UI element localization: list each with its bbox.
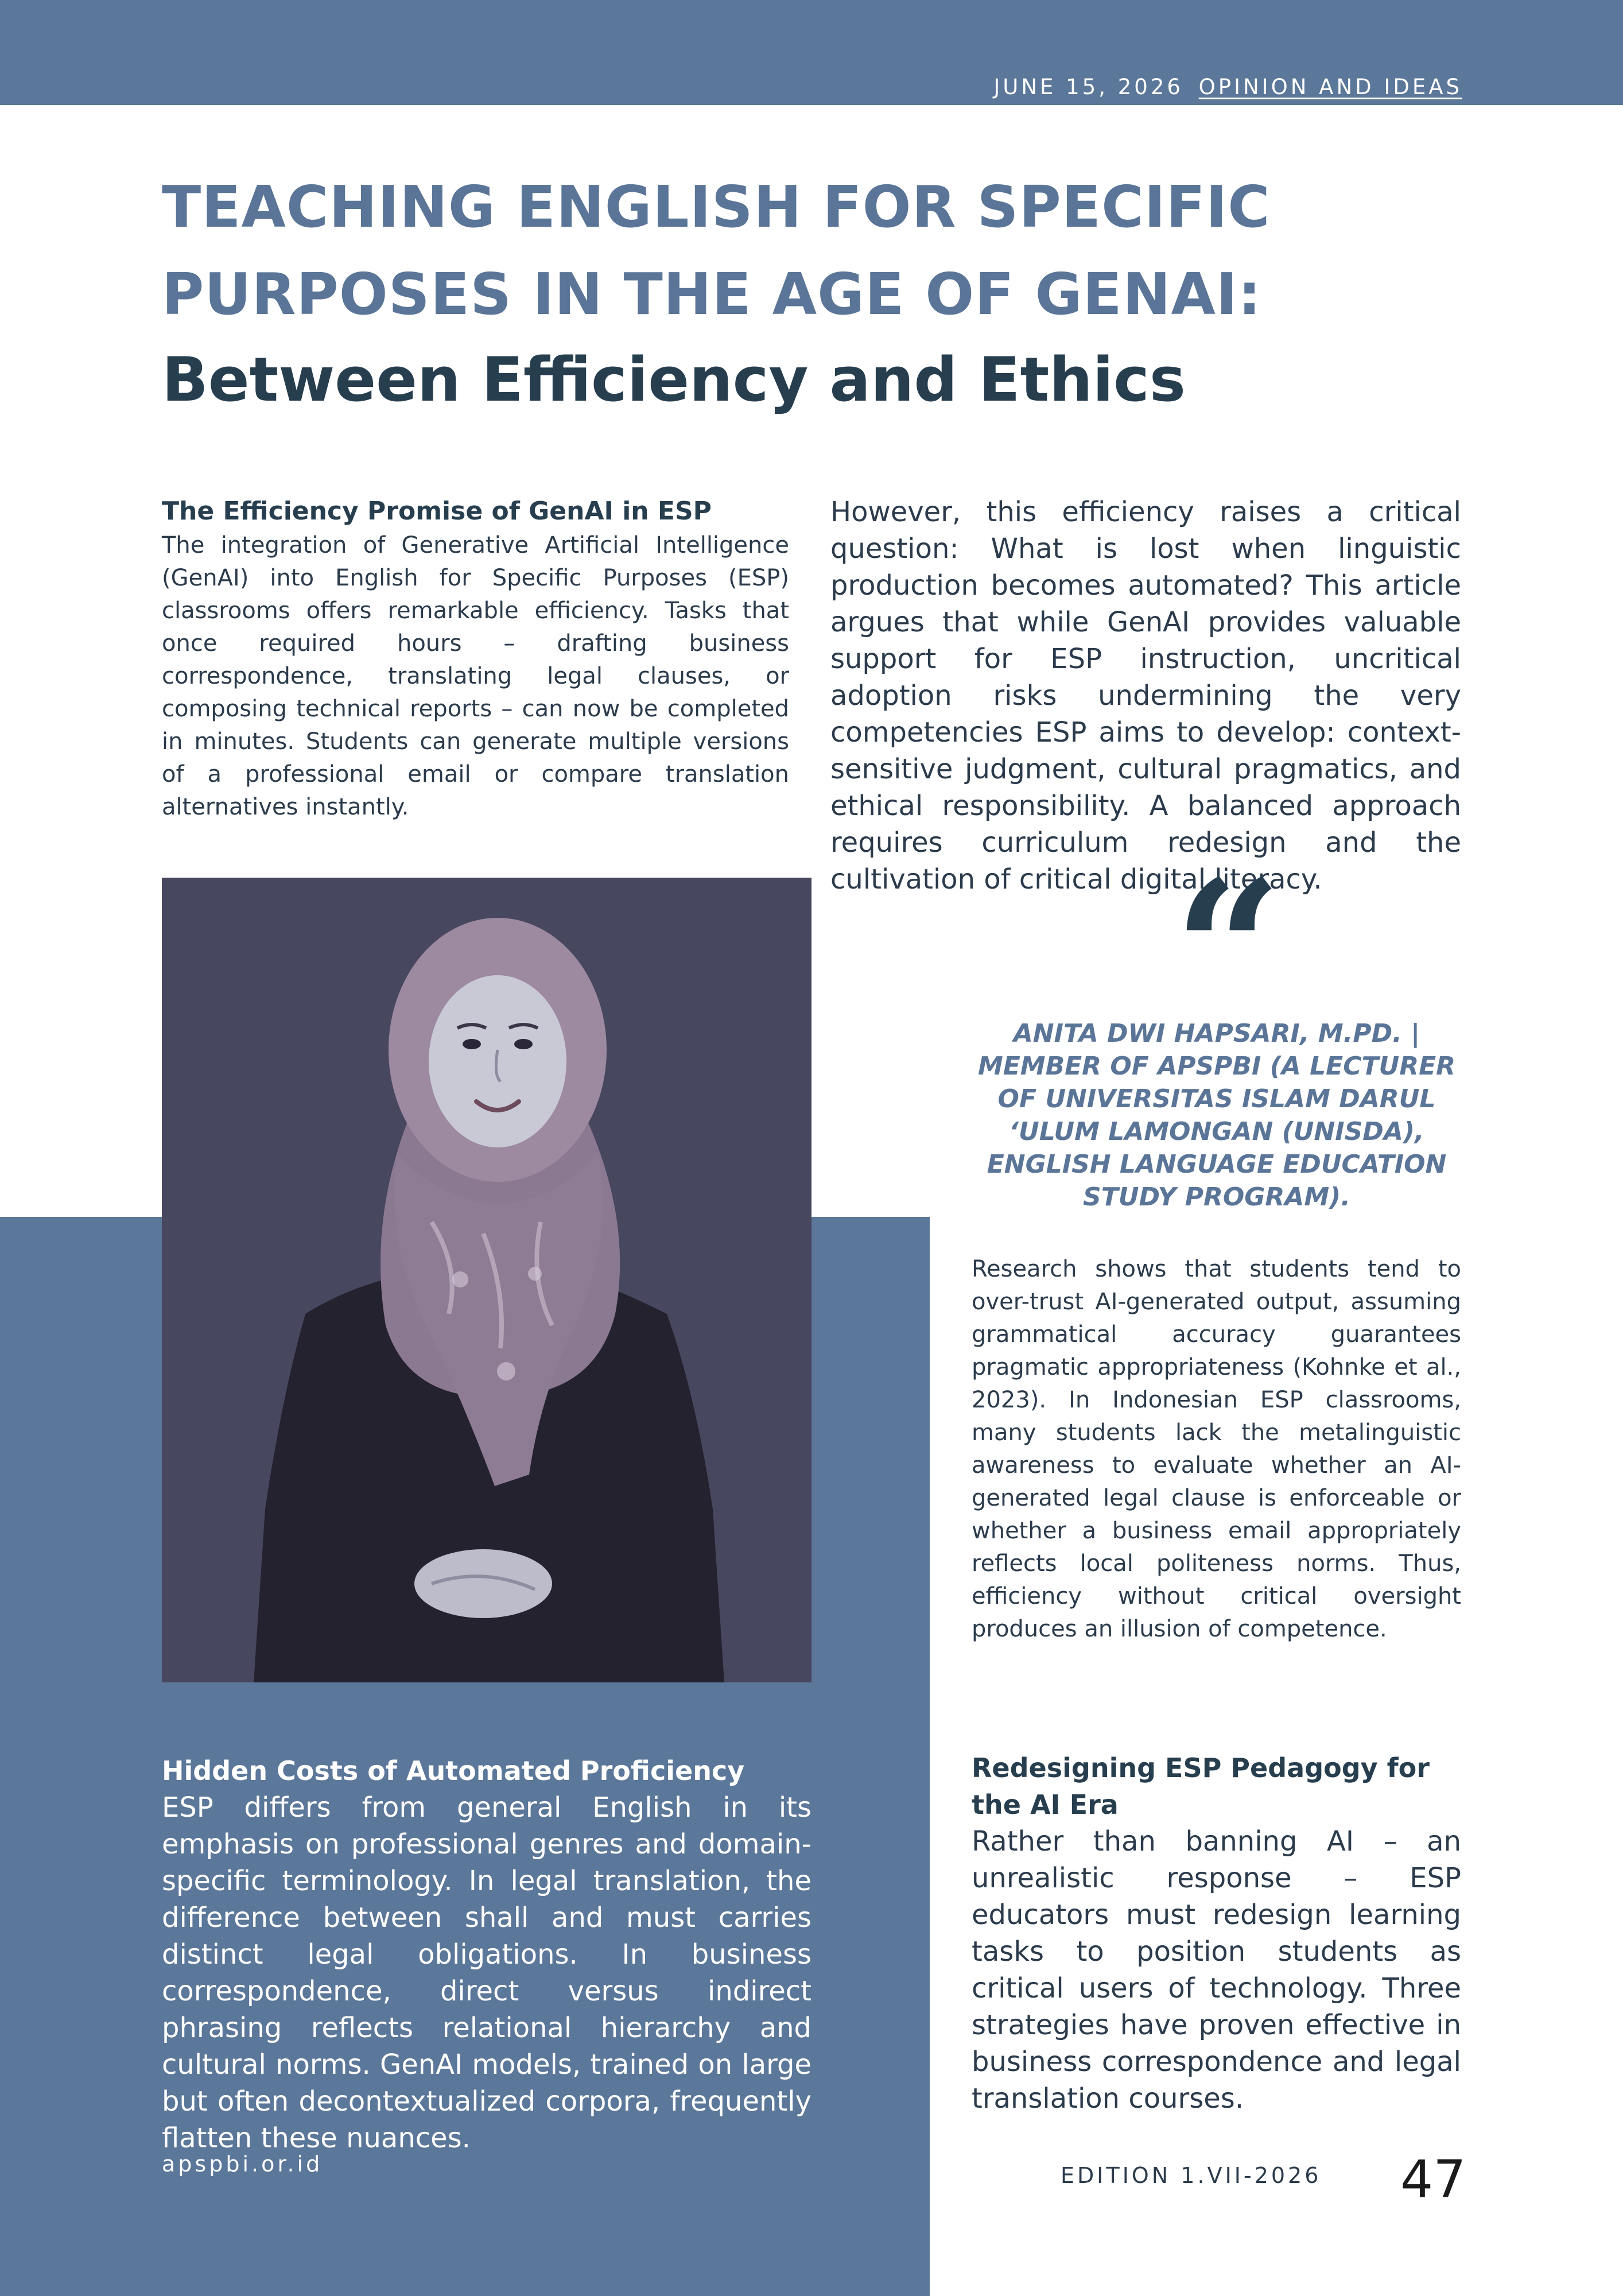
header-kicker bbox=[993, 75, 1462, 99]
research-body: Research shows that students tend to over-trust AI-generated output, assuming grammatical accuracy guarantees pragmatic appropriateness (Kohnke et al., 2023). In Indonesian ESP classrooms, many students lack the metalinguistic awareness to evaluate whether an AI-generated legal clause is enforceable or whether a business email appropriately reflects local politeness norms. Thus, efficiency without critical oversight produces an illusion of competence. bbox=[972, 1256, 1461, 1642]
author-attribution: ANITA DWI HAPSARI, M.PD. | MEMBER OF APSPBI (A LECTURER OF UNIVERSITAS ISLAM DARUL ‘ULUM LAMONGAN (UNISDA), ENGLISH LANGUAGE EDUCATION STUDY PROGRAM). bbox=[977, 1019, 1456, 1212]
issue-date: JUNE 15, 2026 bbox=[993, 75, 1183, 99]
efficiency-section bbox=[162, 494, 789, 824]
portrait-illustration bbox=[162, 878, 812, 1682]
however-body: However, this efficiency raises a critical question: What is lost when linguistic production becomes automated? This article argues that while GenAI provides valuable support for ESP instruction, uncritical adoption risks undermining the very competencies ESP aims to develop: context-sensitive judgment, cultural pragmatics, and ethical responsibility. A balanced approach requires curriculum redesign and the cultivation of critical digital literacy. bbox=[830, 496, 1461, 895]
however-section bbox=[830, 494, 1461, 898]
efficiency-heading: The Efficiency Promise of GenAI in ESP bbox=[162, 497, 712, 526]
article-title bbox=[162, 164, 1482, 338]
footer-website-link[interactable]: apspbi.or.id bbox=[162, 2151, 323, 2177]
efficiency-body: The integration of Generative Artificial Intelligence (GenAI) into English for Specific Purposes (ESP) classrooms offers remarkable efficiency. Tasks that once required hours – drafting business correspondence, translating legal clauses, or composing technical reports – can now be completed in minutes. Students can generate multiple versions of a professional email or compare translation alternatives instantly. bbox=[162, 532, 789, 820]
redesign-body: Rather than banning AI – an unrealistic response – ESP educators must redesign learning tasks to position students as critical users of technology. Three strategies have proven effective in business correspondence and legal translation courses. bbox=[972, 1825, 1461, 2115]
author-portrait bbox=[162, 878, 812, 1682]
redesign-section bbox=[972, 1750, 1461, 2117]
footer-edition: EDITION 1.VII-2026 bbox=[1061, 2163, 1322, 2188]
page-number: 47 bbox=[1400, 2150, 1466, 2210]
section-link[interactable]: OPINION AND IDEAS bbox=[1198, 75, 1462, 99]
title-line-2: PURPOSES IN THE AGE OF GENAI: bbox=[162, 261, 1262, 328]
hidden-costs-section bbox=[162, 1752, 812, 2157]
hidden-costs-body: ESP differs from general English in its emphasis on professional genres and domain-specific terminology. In legal translation, the difference between shall and must carries distinct legal obligations. In business correspondence, direct versus indirect phrasing reflects relational hierarchy and cultural norms. GenAI models, trained on large but often decontextualized corpora, frequently flatten these nuances. bbox=[162, 1791, 812, 2154]
title-line-1: TEACHING ENGLISH FOR SPECIFIC bbox=[162, 173, 1271, 241]
hidden-costs-heading: Hidden Costs of Automated Proficiency bbox=[162, 1755, 745, 1786]
article-subtitle: Between Efficiency and Ethics bbox=[162, 344, 1186, 415]
quote-mark-icon: “ bbox=[1174, 839, 1283, 1061]
research-section bbox=[972, 1253, 1461, 1646]
redesign-heading: Redesigning ESP Pedagogy for the AI Era bbox=[972, 1752, 1430, 1820]
